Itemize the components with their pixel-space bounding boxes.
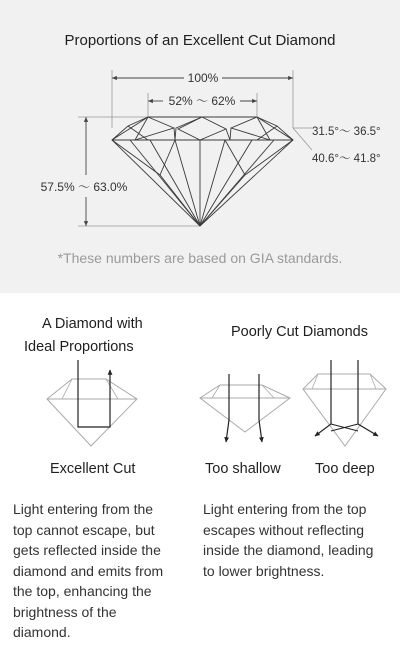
- ideal-description-line: the top, enhancing the: [13, 583, 152, 599]
- poor-description-line: to lower brightness.: [203, 562, 325, 579]
- table-width-dimension: [148, 94, 257, 108]
- ideal-description-line: brightness of the: [13, 603, 117, 620]
- poor-description-line: escapes without reflecting: [203, 521, 365, 538]
- ideal-description-line: Light entering from the: [13, 501, 154, 517]
- light-ray-deep-right: [358, 360, 378, 436]
- crown-angle-label: 31.5°〜 36.5°: [312, 126, 381, 138]
- light-ray-deep-left: [315, 360, 331, 436]
- excellent-cut-caption: Excellent Cut: [50, 461, 136, 477]
- diagram-title: Proportions of an Excellent Cut Diamond: [64, 32, 336, 49]
- light-ray-ideal: [78, 360, 110, 427]
- table-width-label: 52% 〜 62%: [168, 94, 236, 108]
- ideal-description-line: gets reflected inside the: [13, 542, 161, 558]
- ideal-description-line: diamond.: [13, 624, 71, 640]
- total-width-dimension: [112, 71, 293, 85]
- total-width-label: 100%: [187, 71, 219, 85]
- poor-description-line: Light entering from the top: [203, 501, 367, 517]
- deep-diamond: [303, 360, 386, 446]
- too-deep-caption: Too deep: [315, 461, 375, 477]
- total-depth-label: 57.5% 〜 63.0%: [40, 180, 128, 194]
- poor-heading: Poorly Cut Diamonds: [231, 324, 368, 340]
- ideal-diamond: [47, 360, 137, 446]
- ideal-heading-line2: Ideal Proportions: [24, 339, 134, 355]
- too-shallow-caption: Too shallow: [205, 461, 281, 477]
- main-diamond-illustration: [112, 117, 293, 226]
- pavilion-angle-label: 40.6°〜 41.8°: [312, 153, 381, 165]
- ideal-description-line: diamond and emits from: [13, 562, 164, 579]
- ideal-heading-line1: A Diamond with: [42, 316, 143, 332]
- light-ray-shallow-right: [259, 374, 262, 442]
- shallow-diamond: [200, 374, 290, 442]
- poor-description: [203, 499, 398, 581]
- ideal-description-line: top cannot escape, but: [13, 521, 155, 538]
- gia-note: *These numbers are based on GIA standards.: [57, 250, 343, 266]
- light-ray-shallow-left: [226, 374, 229, 442]
- ideal-description: [13, 499, 193, 643]
- total-depth-dimension: [41, 117, 128, 226]
- poor-description-line: inside the diamond, leading: [203, 542, 374, 558]
